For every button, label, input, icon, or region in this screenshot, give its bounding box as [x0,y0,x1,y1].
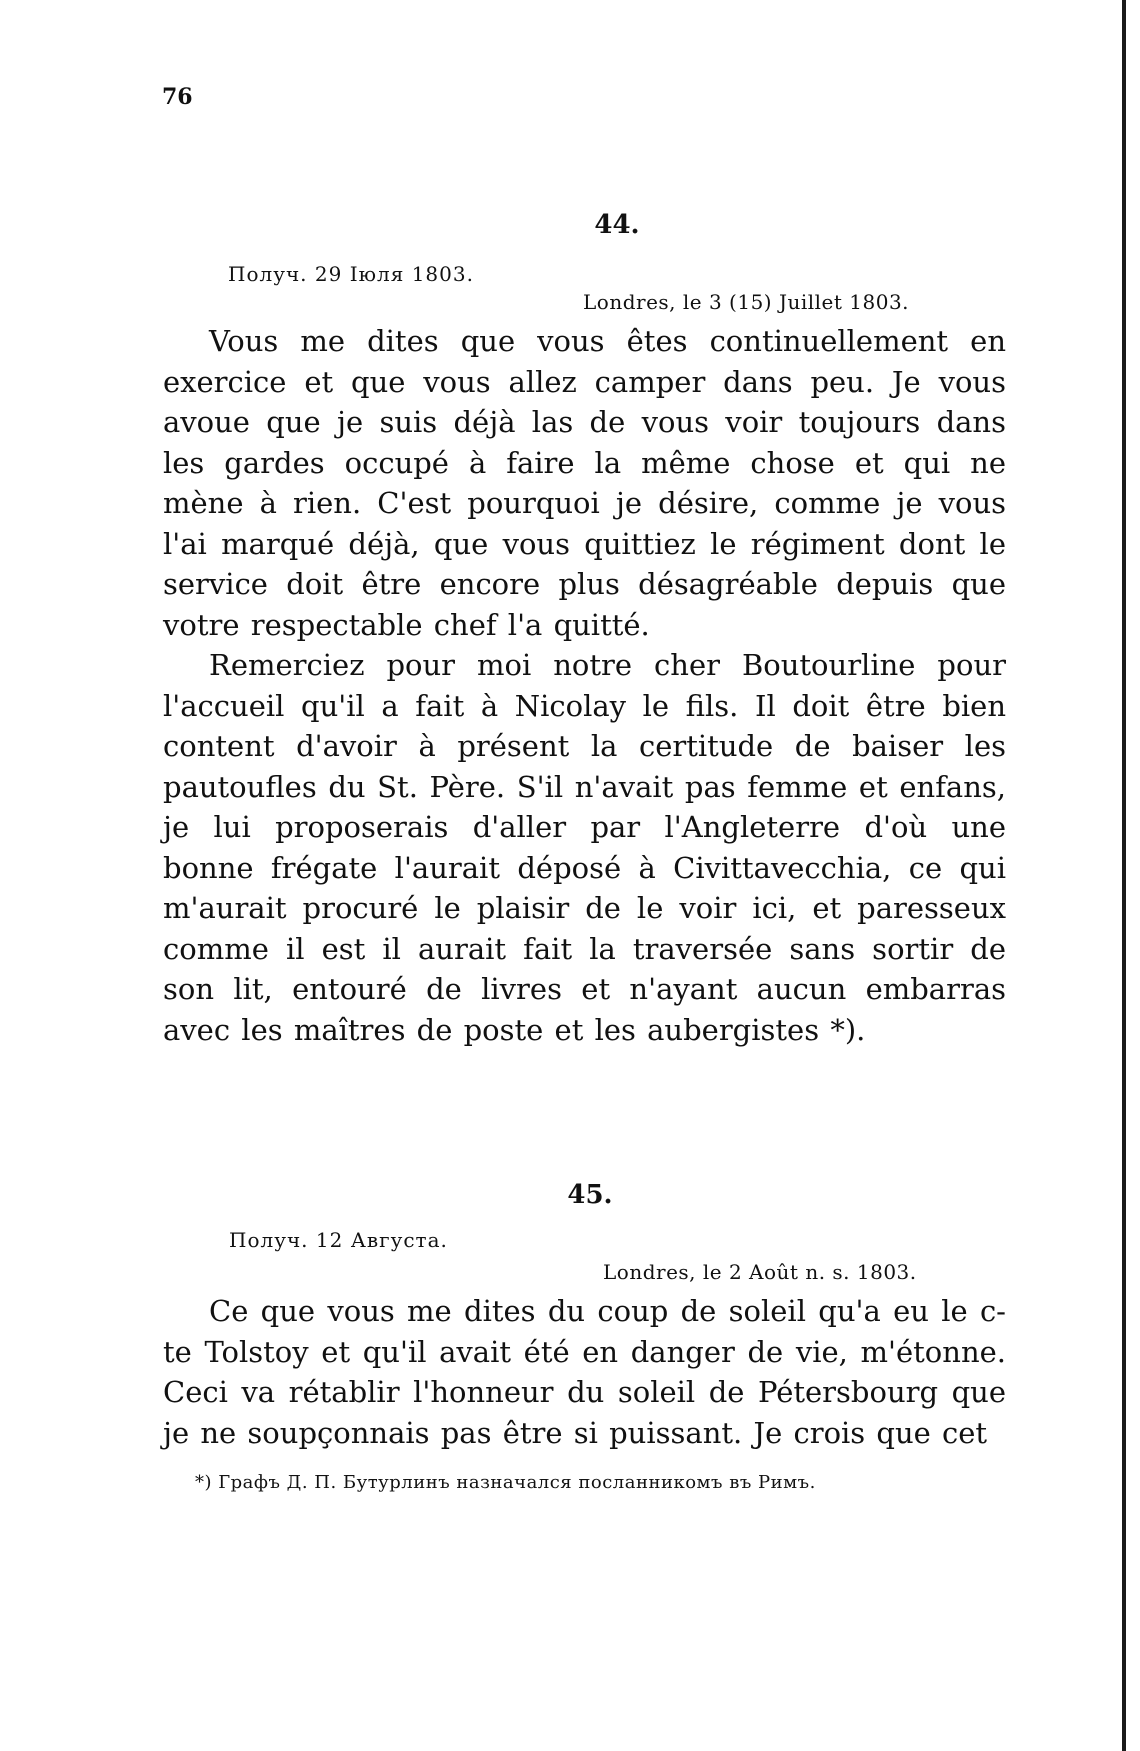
footnote: *) Графъ Д. П. Бутурлинъ назначался посланникомъ въ Римъ. [195,1472,816,1493]
page-number: 76 [162,84,193,110]
paragraph: Remerciez pour moi notre cher Boutourline pour l'accueil qu'il a fait à Nicolay le fils. Il doit être bien content d'avoir à présent la certitude de baiser les pautoufles du St. Père. S'il n'avait pas femme et enfans, je lui proposerais d'aller par l'Angleterre d'où une bonne frégate l'aurait déposé à Civittavecchia, ce qui m'aurait procuré le plaisir de le voir ici, et paresseux comme il est il aurait fait la traversée sans sortir de son lit, entouré de livres et n'ayant aucun embarras avec les maîtres de poste et les aubergistes *). [163,648,1006,1047]
letter-body-44 [163,321,1006,1050]
letter-number-44: 44. [594,210,640,240]
letter-number-45: 45. [567,1180,613,1210]
received-note-45: Получ. 12 Августа. [229,1228,448,1252]
received-note-44: Получ. 29 Іюля 1803. [228,262,474,286]
dateline-45: Londres, le 2 Août n. s. 1803. [603,1260,917,1284]
letter-body-45 [163,1291,1006,1453]
page-edge [1122,0,1126,1751]
paragraph: Vous me dites que vous êtes continuellement en exercice et que vous allez camper dans peu. Je vous avoue que je suis déjà las de vous voir toujours dans les gardes occupé à faire la même chose et qui ne mène à rien. C'est pourquoi je désire, comme je vous l'ai marqué déjà, que vous quittiez le régiment dont le service doit être encore plus désagréable depuis que votre respectable chef l'a quitté. [163,324,1006,642]
paragraph: Ce que vous me dites du coup de soleil qu'a eu le c-te Tolstoy et qu'il avait été en danger de vie, m'étonne. Ceci va rétablir l'honneur du soleil de Pétersbourg que je ne soupçonnais pas être si puissant. Je crois que cet [163,1294,1006,1450]
dateline-44: Londres, le 3 (15) Juillet 1803. [583,290,910,314]
